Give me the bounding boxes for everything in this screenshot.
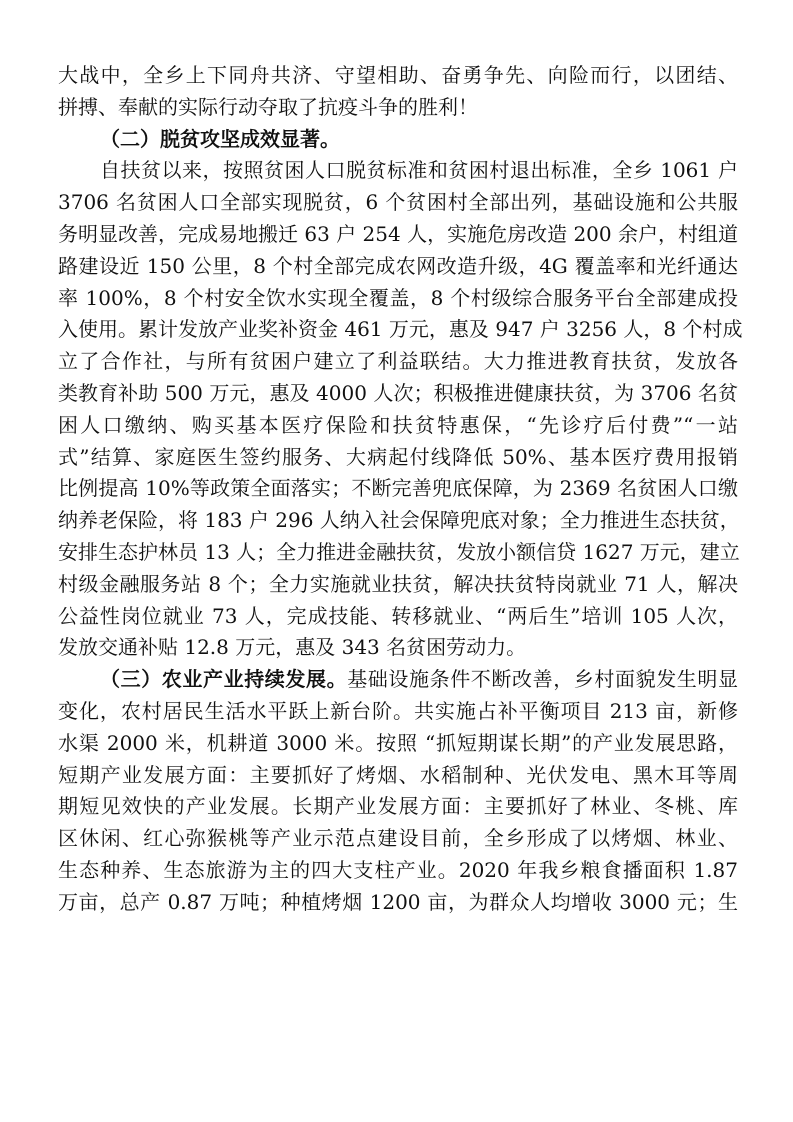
paragraph-1-line: 拼搏、奉献的实际行动夺取了抗疫斗争的胜利！ <box>58 94 478 119</box>
paragraph-3-line: 变化，农村居民生活水平跃上新台阶。共实施占补平衡项目 213 亩，新修 <box>58 698 738 723</box>
body-text <box>58 60 743 919</box>
paragraph-2-line: 3706 名贫困人口全部实现脱贫，6 个贫困村全部出列，基础设施和公共服 <box>58 190 738 215</box>
paragraph-3-line: 水渠 2000 米，机耕道 3000 米。按照 “抓短期谋长期”的产业发展思路， <box>58 730 738 755</box>
paragraph-2-line: 入使用。累计发放产业奖补资金 461 万元，惠及 947 户 3256 人，8 个村成 <box>58 317 743 342</box>
section-heading <box>58 124 738 156</box>
section-2-heading: （二）脱贫攻坚成效显著。 <box>100 126 340 151</box>
paragraph-2-line: 式”结算、家庭医生签约服务、大病起付线降低 50%、基本医疗费用报销 <box>58 444 738 469</box>
paragraph-2-line: 路建设近 150 公里，8 个村全部完成农网改造升级，4G 覆盖率和光纤通达 <box>58 253 738 278</box>
paragraph-3-line: 生态种养、生态旅游为主的四大支柱产业。2020 年我乡粮食播面积 1.87 <box>58 857 738 882</box>
paragraph-2-line: 比例提高 10%等政策全面落实；不断完善兜底保障，为 2369 名贫困人口缴 <box>58 476 738 501</box>
paragraph-2-line: 率 100%，8 个村安全饮水实现全覆盖，8 个村级综合服务平台全部建成投 <box>58 285 738 310</box>
paragraph-2-line: 村级金融服务站 8 个；全力实施就业扶贫，解决扶贫特岗就业 71 人，解决 <box>58 571 738 596</box>
paragraph-2-line: 困人口缴纳、购买基本医疗保险和扶贫特惠保，“先诊疗后付费”“一站 <box>58 412 738 437</box>
paragraph-2-line: 立了合作社，与所有贫困户建立了利益联结。大力推进教育扶贫，发放各 <box>58 349 738 374</box>
paragraph-3-line: 万亩，总产 0.87 万吨；种植烤烟 1200 亩，为群众人均增收 3000 元；生 <box>58 889 738 914</box>
paragraph-2-line: 发放交通补贴 12.8 万元，惠及 343 名贫困劳动力。 <box>58 635 527 660</box>
paragraph-2-line: 务明显改善，完成易地搬迁 63 户 254 人，实施危房改造 200 余户，村组道 <box>58 221 738 246</box>
section-3-first-line-text: 基础设施条件不断改善，乡村面貌发生明显 <box>347 667 739 692</box>
section-3-first-line <box>58 664 738 696</box>
paragraph-1-line: 大战中，全乡上下同舟共济、守望相助、奋勇争先、向险而行，以团结、 <box>58 63 738 87</box>
section-3-heading: （三）农业产业持续发展。 <box>100 667 348 692</box>
paragraph-2-line: 安排生态护林员 13 人；全力推进金融扶贫，发放小额信贷 1627 万元，建立 <box>58 539 740 564</box>
paragraph-3-line: 短期产业发展方面：主要抓好了烤烟、水稻制种、光伏发电、黑木耳等周 <box>58 762 738 787</box>
paragraph-2-line: 自扶贫以来，按照贫困人口脱贫标准和贫困村退出标准，全乡 1061 户 <box>100 158 738 183</box>
paragraph-2-line: 类教育补助 500 万元，惠及 4000 人次；积极推进健康扶贫，为 3706 名贫 <box>58 380 738 405</box>
paragraph-2-line: 公益性岗位就业 73 人，完成技能、转移就业、“两后生”培训 105 人次， <box>58 603 738 628</box>
paragraph-2-line: 纳养老保险，将 183 户 296 人纳入社会保障兜底对象；全力推进生态扶贫， <box>58 508 740 533</box>
paragraph-3-line: 区休闲、红心弥猴桃等产业示范点建设目前，全乡形成了以烤烟、林业、 <box>58 826 738 851</box>
paragraph-3-line: 期短见效快的产业发展。长期产业发展方面：主要抓好了林业、冬桃、库 <box>58 794 738 819</box>
